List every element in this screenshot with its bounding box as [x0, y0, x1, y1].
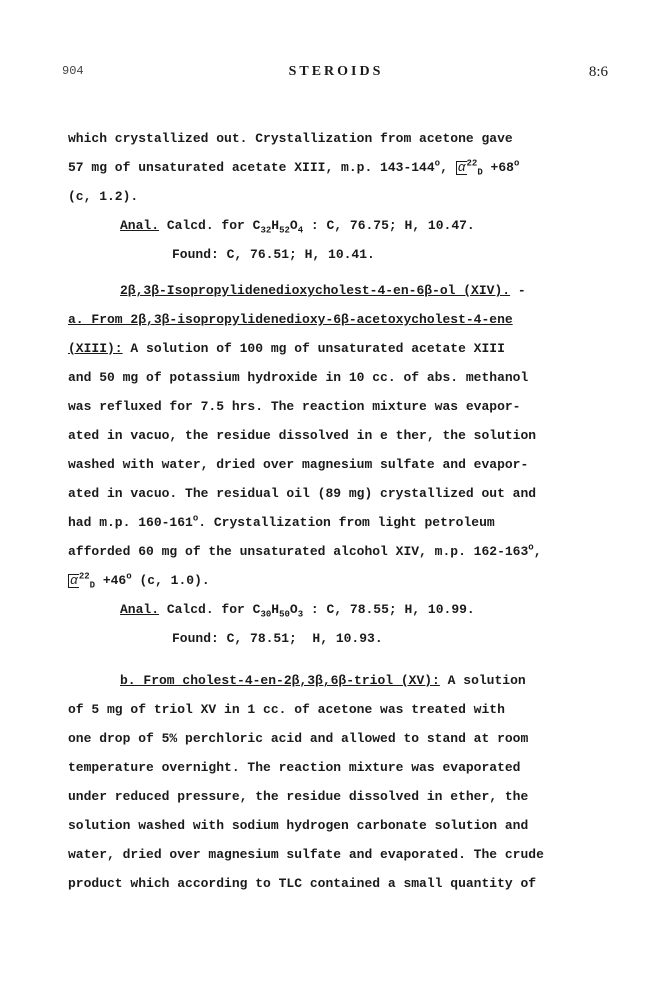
- text-line: afforded 60 mg of the unsaturated alcohol XIV, m.p. 162-163$^o$,: [68, 542, 542, 559]
- analysis-found: Found: C, 76.51; H, 10.41.: [172, 247, 375, 262]
- compound-heading: 2β,3β-Isopropylidenedioxycholest-4-en-6β-ol (XIV). -: [120, 283, 526, 298]
- volume-issue: 8:6: [588, 64, 608, 80]
- text-line: (XIII): A solution of 100 mg of unsaturated acetate XIII: [68, 341, 505, 356]
- text-line: one drop of 5% perchloric acid and allowed to stand at room: [68, 731, 529, 746]
- method-heading: a. From 2β,3β-isopropylidenedioxy-6β-acetoxycholest-4-ene: [68, 312, 513, 327]
- journal-title: STEROIDS: [288, 64, 384, 79]
- text-line: product which according to TLC contained a small quantity of: [68, 876, 537, 891]
- text-line: washed with water, dried over magnesium sulfate and evapor-: [68, 457, 529, 472]
- text-line: water, dried over magnesium sulfate and evaporated. The crude: [68, 847, 544, 862]
- text-line: solution washed with sodium hydrogen carbonate solution and: [68, 818, 529, 833]
- analysis-calcd: Anal. Calcd. for $C_{30}H_{50}O_3$ : C, 78.55; H, 10.99.: [120, 602, 475, 620]
- analysis-found: Found: C, 78.51; H, 10.93.: [172, 631, 383, 646]
- page-number: 904: [62, 64, 84, 78]
- text-line: ated in vacuo, the residue dissolved in e ther, the solution: [68, 428, 537, 443]
- text-line: had m.p. 160-161$^o$. Crystallization from light petroleum: [68, 513, 495, 530]
- text-line: which crystallized out. Crystallization from acetone gave: [68, 131, 513, 146]
- text-line: of 5 mg of triol XV in 1 cc. of acetone was treated with: [68, 702, 505, 717]
- text-line: ated in vacuo. The residual oil (89 mg) crystallized out and: [68, 486, 537, 501]
- text-line: 57 mg of unsaturated acetate XIII, m.p. 143-144$^o$, $\alpha^{22}_D +68^o$: [68, 158, 520, 178]
- text-line: and 50 mg of potassium hydroxide in 10 cc. of abs. methanol: [68, 370, 529, 385]
- method-heading: b. From cholest-4-en-2β,3β,6β-triol (XV): A solution: [120, 673, 526, 688]
- text-line: under reduced pressure, the residue dissolved in ether, the: [68, 789, 529, 804]
- text-line: temperature overnight. The reaction mixture was evaporated: [68, 760, 521, 775]
- text-line: was refluxed for 7.5 hrs. The reaction mixture was evapor-: [68, 399, 521, 414]
- analysis-calcd: Anal. Calcd. for $C_{32}H_{52}O_4$ : C, 76.75; H, 10.47.: [120, 218, 475, 236]
- text-line: (c, 1.2).: [68, 189, 139, 204]
- specific-rotation-symbol: α: [457, 160, 466, 175]
- specific-rotation-symbol: α: [70, 573, 78, 588]
- text-line: $\alpha^{22}_D +46^o$ (c, 1.0).: [70, 571, 210, 591]
